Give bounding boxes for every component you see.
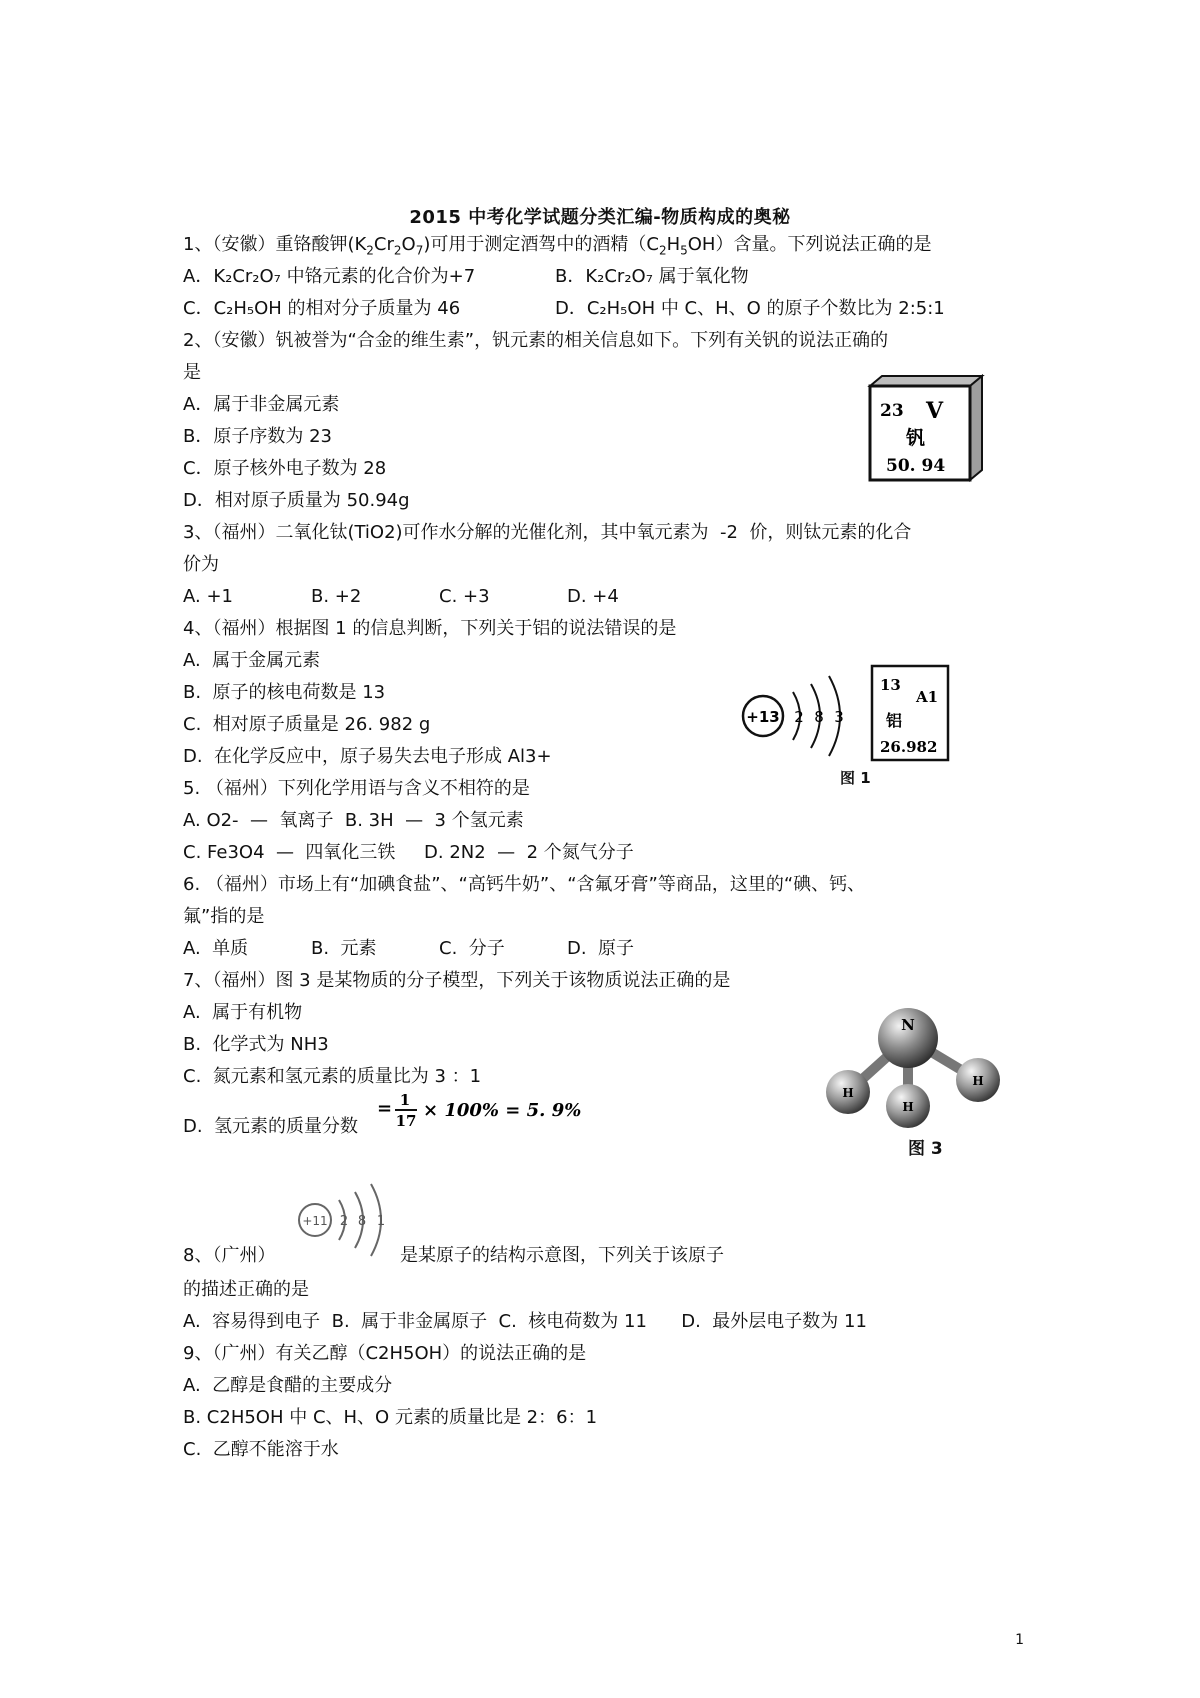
aluminum-shell-3: 3	[834, 708, 844, 726]
q1-option-a: A．K₂Cr₂O₇ 中铬元素的化合价为+7	[183, 266, 476, 287]
q1-sub: 2	[366, 243, 374, 258]
question-6-stem: 6. （福州）市场上有“加碘食盐”、“高钙牛奶”、“含氟牙膏”等商品，这里的“碘、钙、	[183, 874, 866, 895]
vanadium-symbol: V	[926, 398, 944, 424]
question-2-stem-cont: 是	[183, 362, 201, 383]
sodium-atom-structure-diagram	[293, 1180, 403, 1260]
formula-numerator: 1	[399, 1091, 411, 1109]
question-8-stem-post: 是某原子的结构示意图，下列关于该原子	[400, 1245, 724, 1266]
vanadium-name: 钒	[906, 427, 926, 449]
q2-option-a: A．属于非金属元素	[183, 394, 340, 415]
q5-options-ab: A. O2- — 氧离子 B. 3H — 3 个氢元素	[183, 810, 524, 831]
question-7-stem: 7、（福州）图 3 是某物质的分子模型，下列关于该物质说法正确的是	[183, 970, 731, 991]
q1-sub: 5	[680, 243, 688, 258]
question-2-stem: 2、（安徽）钒被誉为“合金的维生素”，钒元素的相关信息如下。下列有关钒的说法正确的	[183, 330, 889, 351]
question-6-options	[183, 937, 695, 961]
sodium-shell-1: 2	[339, 1214, 349, 1229]
question-5-stem: 5. （福州）下列化学用语与含义不相符的是	[183, 778, 530, 799]
hydrogen-mass-fraction-formula	[375, 1090, 635, 1130]
q1-text: O	[401, 234, 416, 255]
aluminum-shell-1: 2	[794, 708, 804, 726]
q9-option-b: B. C2H5OH 中 C、H、O 元素的质量比是 2：6：1	[183, 1407, 598, 1428]
question-1-options-cd	[183, 297, 945, 321]
hydrogen-label: H	[972, 1074, 984, 1088]
q6-option-a: A. 单质	[183, 938, 249, 959]
q4-option-d: D. 在化学反应中，原子易失去电子形成 Al3+	[183, 746, 552, 767]
aluminum-mass: 26.982	[880, 738, 938, 756]
question-8-stem-cont: 的描述正确的是	[183, 1279, 309, 1300]
question-4-stem: 4、（福州）根据图 1 的信息判断，下列关于铝的说法错误的是	[183, 618, 677, 639]
q1-option-c: C．C₂H₅OH 的相对分子质量为 46	[183, 298, 461, 319]
aluminum-symbol: A1	[916, 688, 939, 706]
page-number: 1	[1015, 1632, 1024, 1648]
question-3-stem: 3、（福州）二氧化钛(TiO2)可作水分解的光催化剂，其中氧元素为 -2 价，则钛元素的化合	[183, 522, 912, 543]
q1-text: Cr	[373, 234, 394, 255]
aluminum-name: 铝	[886, 711, 903, 730]
aluminum-nucleus: +13	[746, 708, 780, 726]
q1-text: H	[666, 234, 681, 255]
q7-option-c: C. 氮元素和氢元素的质量比为 3 ：1	[183, 1066, 482, 1087]
q6-option-d: D. 原子	[567, 938, 635, 959]
q2-option-d: D．相对原子质量为 50.94g	[183, 490, 410, 511]
q9-option-c: C. 乙醇不能溶于水	[183, 1439, 339, 1460]
question-1-stem	[183, 233, 931, 263]
hydrogen-label: H	[842, 1086, 854, 1100]
q1-text: )可用于测定酒驾中的酒精（C	[423, 234, 659, 255]
q6-option-b: B. 元素	[311, 938, 377, 959]
q1-sub: 2	[393, 243, 402, 258]
aluminum-shell-2: 8	[814, 708, 824, 726]
question-3-stem-cont: 价为	[183, 554, 219, 575]
vanadium-mass: 50. 94	[886, 456, 946, 476]
question-9-stem: 9、（广州）有关乙醇（C2H5OH）的说法正确的是	[183, 1343, 587, 1364]
q1-sub: 2	[658, 243, 667, 258]
nitrogen-label: N	[901, 1016, 915, 1034]
q1-option-b: B．K₂Cr₂O₇ 属于氧化物	[555, 266, 749, 287]
q7-option-d: D. 氢元素的质量分数	[183, 1116, 359, 1137]
sodium-nucleus: +11	[302, 1214, 328, 1228]
question-1-options-ab	[183, 265, 749, 289]
figure-1-caption: 图 1	[840, 769, 871, 787]
q1-option-d: D．C₂H₅OH 中 C、H、O 的原子个数比为 2:5:1	[555, 298, 945, 319]
q6-option-c: C. 分子	[439, 938, 505, 959]
sodium-shell-2: 8	[357, 1214, 367, 1229]
q1-text: 1、（安徽）重铬酸钾(K	[183, 234, 367, 255]
question-6-stem-cont: 氟”指的是	[183, 906, 265, 927]
aluminum-atom-structure-diagram	[735, 664, 855, 774]
page-title: 2015 中考化学试题分类汇编-物质构成的奥秘	[409, 207, 791, 228]
vanadium-atomic-number: 23	[880, 401, 904, 421]
formula-equals: =	[377, 1098, 393, 1119]
q3-option-b: B. +2	[311, 586, 362, 607]
q4-option-a: A. 属于金属元素	[183, 650, 321, 671]
hydrogen-label: H	[902, 1100, 914, 1114]
q2-option-b: B．原子序数为 23	[183, 426, 332, 447]
question-8-options: A. 容易得到电子 B. 属于非金属原子 C. 核电荷数为 11 D. 最外层电子数为 11	[183, 1311, 867, 1332]
q4-option-c: C. 相对原子质量是 26. 982 g	[183, 714, 431, 735]
question-3-options	[183, 585, 695, 609]
q4-option-b: B. 原子的核电荷数是 13	[183, 682, 386, 703]
q7-option-a: A. 属于有机物	[183, 1002, 303, 1023]
q9-option-a: A. 乙醇是食醋的主要成分	[183, 1375, 393, 1396]
question-8-stem-pre: 8、（广州）	[183, 1245, 276, 1266]
q3-option-c: C. +3	[439, 586, 490, 607]
figure-3-caption: 图 3	[908, 1139, 943, 1159]
q1-text: OH）含量。下列说法正确的是	[687, 234, 932, 255]
q5-options-cd: C. Fe3O4 — 四氧化三铁 D. 2N2 — 2 个氮气分子	[183, 842, 634, 863]
q3-option-d: D. +4	[567, 586, 619, 607]
aluminum-atomic-number: 13	[880, 676, 901, 694]
q1-sub: 7	[415, 243, 424, 258]
q2-option-c: C．原子核外电子数为 28	[183, 458, 387, 479]
sodium-shell-3: 1	[376, 1214, 386, 1229]
vanadium-element-card	[866, 374, 986, 484]
formula-result: × 100% = 5. 9%	[423, 1100, 582, 1121]
q7-option-b: B. 化学式为 NH3	[183, 1034, 329, 1055]
aluminum-element-card	[870, 664, 952, 764]
formula-denominator: 17	[395, 1112, 417, 1130]
q3-option-a: A. +1	[183, 586, 233, 607]
